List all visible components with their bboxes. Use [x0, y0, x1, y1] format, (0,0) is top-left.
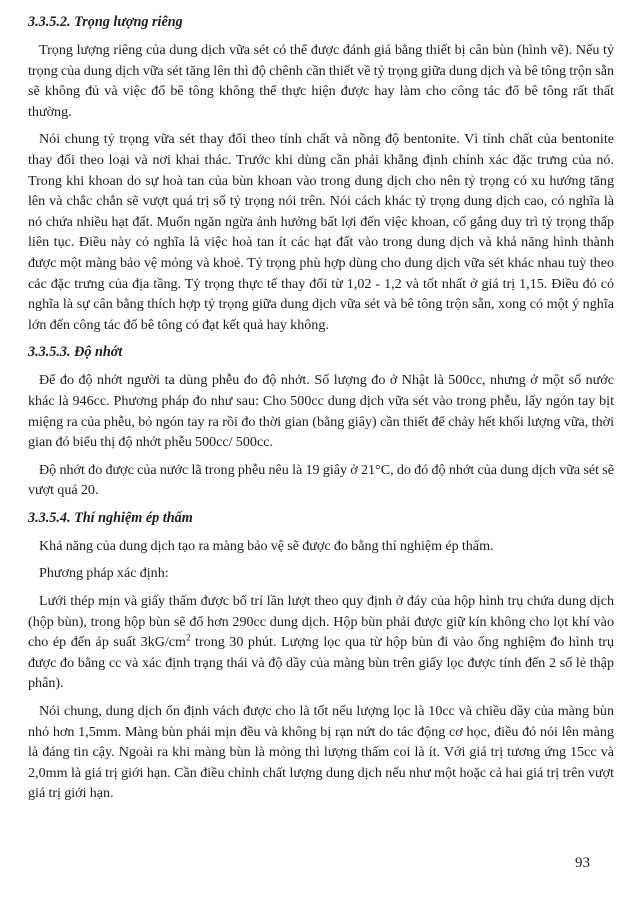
paragraph: Để đo độ nhớt người ta dùng phễu đo độ nhớt. Số lượng đo ở Nhật là 500cc, nhưng ở một số nước khác là 946cc. Phương pháp đo như sau: Cho 500cc dung dịch vữa sét vào trong phễu, lấy ngón tay bịt miệng ra của phễu, bỏ ngón tay ra rồi đo thời gian (bằng giây) cần thiết để chảy hết khối lượng vữa, thời gian đó biểu thị độ nhớt phễu 500cc/ 500cc.	[28, 372, 614, 451]
section-heading-specific-weight: 3.3.5.2. Trọng lượng riêng	[28, 14, 183, 30]
paragraph: Phương pháp xác định:	[39, 565, 169, 582]
paragraph: Khả năng của dung dịch tạo ra màng bảo vệ sẽ được đo bằng thí nghiệm ép thấm.	[39, 537, 494, 554]
section-heading-filtration-test: 3.3.5.4. Thí nghiệm ép thấm	[28, 509, 193, 526]
superscript: 2	[186, 632, 191, 643]
paragraph-text: trong 30 phút. Lượng lọc qua từ hộp bùn đi vào ống nghiệm đo hình trụ được đo bằng cc và xác định trạng thái và độ dầy của màng bùn trên giấy lọc được tính đến 2 số lẻ thập phân).	[28, 634, 614, 692]
paragraph: Nói chung, dung dịch ổn định vách được cho là tốt nếu lượng lọc là 10cc và chiều dầy của màng bùn nhỏ hơn 1,5mm. Màng bùn phải mịn đều và không bị rạn nứt do tác động cơ học, điều đó nói lên màng là đáng tin cậy. Ngoài ra khi màng bùn là mỏng thì lượng thấm coi là ít. Với giá trị tương ứng 15cc và 2,0mm là giá trị giới hạn. Cần điều chỉnh chất lượng dung dịch nếu như một hoặc cả hai giá trị trên vượt giá trị giới hạn.	[28, 703, 614, 802]
page-content	[28, 12, 614, 804]
paragraph: Độ nhớt đo được của nước lã trong phễu nêu là 19 giây ở 21°C, do đó độ nhớt của dung dịch vữa sét sẽ vượt quá 20.	[28, 461, 614, 499]
paragraph: Nói chung tỷ trọng vữa sét thay đổi theo tính chất và nồng độ bentonite. Vì tính chất của bentonite thay đổi theo loại và nơi khai thác. Trước khi dùng cần phải khẳng định chính xác đặc trưng của nó. Trong khi khoan do sự hoà tan của bùn khoan vào trong dung dịch cho nên tỷ trọng có xu hướng tăng lên và chắc chắn sẽ vượt quá trị số tỷ trọng nói trên. Nói cách khác tỷ trọng dung dịch cao, có nghĩa là nó chứa nhiều hạt đất. Muốn ngăn ngừa ảnh hưởng bất lợi đến việc khoan, cố gắng duy trì tỷ trọng thấp liên tục. Điều này có nghĩa là việc hoà tan ít các hạt đất vào trong dung dịch và khả năng hình thành được một màng bảo vệ mỏng và khoẻ. Tỷ trọng phù hợp dùng cho dung dịch vữa sét khác nhau tuỳ theo các đặc trưng của địa tầng. Tỷ trọng thực tế thay đổi từ 1,02 - 1,2 và tốt nhất ở giá trị 1,15. Điều đó có nghĩa là sự cân bằng thích hợp tỷ trọng giữa dung dịch vữa sét và bê tông trộn sẵn, xong có một ý nghĩa lớn đến công tác đổ bê tông có đạt kết quả hay không.	[28, 131, 614, 333]
paragraph	[28, 591, 614, 694]
section-heading-viscosity: 3.3.5.3. Độ nhớt	[28, 344, 123, 361]
page-number: 93	[575, 855, 590, 871]
paragraph-text: Lưới thép mịn và giấy thấm được bố trí lần lượt theo quy định ở đáy của hộp hình trụ chứa dung dịch (hộp bùn), trong hộp bùn sẽ đổ hơn 290cc dung dịch. Hộp bùn phải được giữ kín không cho lọt khí vào cho ép đến áp suất 3kG/cm	[28, 593, 614, 651]
paragraph: Trọng lượng riêng của dung dịch vữa sét có thể được đánh giá bằng thiết bị cân bùn (hình vẽ). Nếu tỷ trọng của dung dịch vữa sét tăng lên thì độ chênh cần thiết về tỷ trọng giữa dung dịch và bê tông trộn sẵn sẽ không đủ và việc đổ bê tông không thể thực hiện được hay làm cho công tác đổ bê tông rất thất thường.	[28, 42, 614, 120]
